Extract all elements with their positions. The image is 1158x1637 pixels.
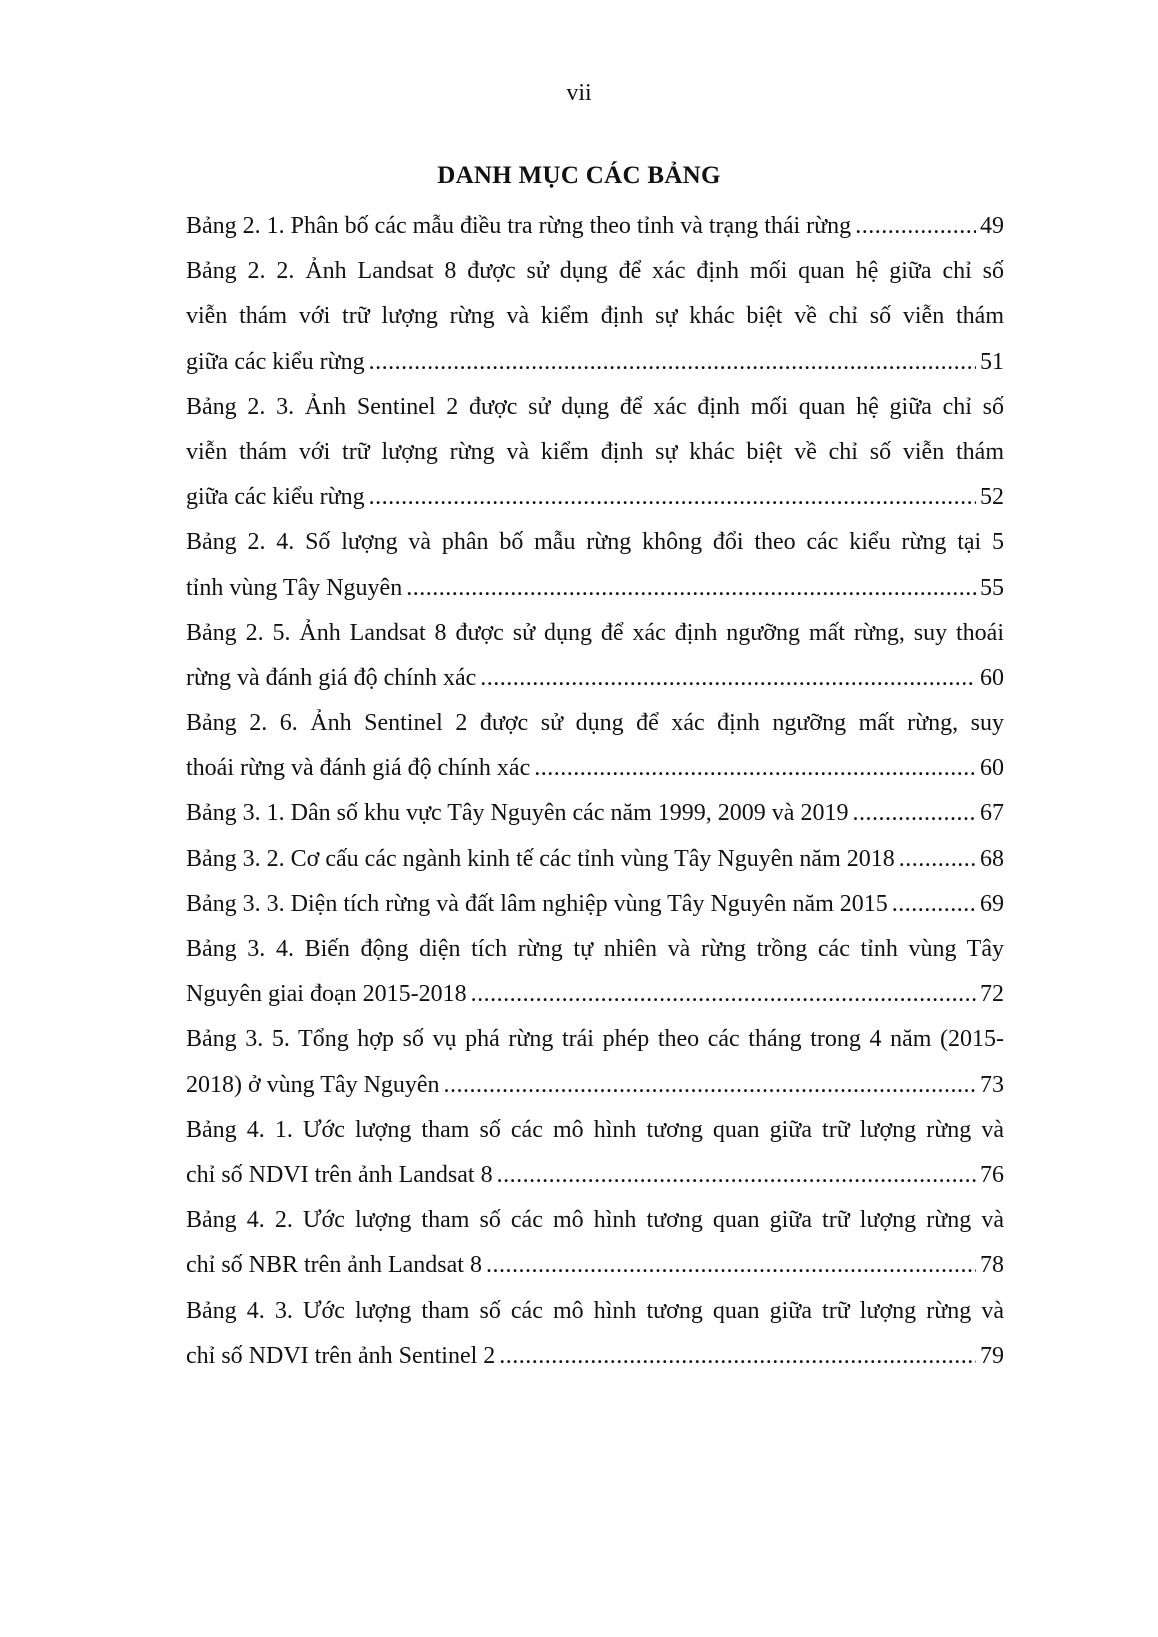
toc-entry-last-line	[186, 791, 1004, 836]
dot-leader	[480, 656, 976, 701]
toc-entry-text: thoái rừng và đánh giá độ chính xác	[186, 755, 531, 782]
toc-entry-line: Bảng 2. 4. Số lượng và phân bố mẫu rừng không đổi theo các kiểu rừng tại 5	[186, 529, 1004, 556]
toc-entry-text: Bảng 3. 2. Cơ cấu các ngành kinh tế các tỉnh vùng Tây Nguyên năm 2018	[186, 845, 895, 872]
toc-entry-text: Bảng 2. 1. Phân bố các mẫu điều tra rừng theo tỉnh và trạng thái rừng	[186, 213, 852, 239]
dot-leader	[892, 882, 976, 927]
toc-entry[interactable]	[186, 385, 1004, 521]
toc-entry-text: 2018) ở vùng Tây Nguyên	[186, 1071, 440, 1098]
toc-entry-last-line	[186, 475, 1004, 520]
dot-leader	[471, 972, 976, 1017]
toc-entry-last-line	[186, 204, 1004, 249]
toc-entry[interactable]	[186, 520, 1004, 610]
toc-entry-page-number: 68	[980, 845, 1004, 872]
toc-entry-line: Bảng 2. 2. Ảnh Landsat 8 được sử dụng để xác định mối quan hệ giữa chỉ số	[186, 258, 1004, 285]
toc-entry-line: Bảng 2. 3. Ảnh Sentinel 2 được sử dụng để xác định mối quan hệ giữa chỉ số	[186, 393, 1004, 420]
toc-entry-line: viễn thám với trữ lượng rừng và kiểm định sự khác biệt về chỉ số viễn thám	[186, 438, 1004, 465]
table-of-contents-list	[186, 204, 1004, 1379]
dot-leader	[369, 475, 976, 520]
toc-entry-text: Bảng 3. 3. Diện tích rừng và đất lâm nghiệp vùng Tây Nguyên năm 2015	[186, 890, 888, 917]
toc-entry[interactable]	[186, 791, 1004, 836]
dot-leader	[444, 1063, 976, 1108]
page-title: DANH MỤC CÁC BẢNG	[437, 162, 721, 189]
toc-entry-last-line	[186, 746, 1004, 791]
dot-leader	[499, 1334, 976, 1379]
toc-entry-page-number: 60	[980, 755, 1004, 782]
toc-entry[interactable]	[186, 1289, 1004, 1379]
dot-leader	[855, 204, 976, 249]
toc-entry-text: tỉnh vùng Tây Nguyên	[186, 574, 403, 601]
toc-entry[interactable]	[186, 927, 1004, 1017]
toc-entry-line: Bảng 4. 2. Ước lượng tham số các mô hình tương quan giữa trữ lượng rừng và	[186, 1207, 1004, 1234]
toc-entry-line: Bảng 4. 1. Ước lượng tham số các mô hình tương quan giữa trữ lượng rừng và	[186, 1116, 1004, 1143]
toc-entry-last-line	[186, 1063, 1004, 1108]
toc-entry[interactable]	[186, 837, 1004, 882]
toc-entry-page-number: 49	[980, 213, 1004, 239]
toc-entry-page-number: 78	[980, 1252, 1004, 1279]
toc-entry-page-number: 72	[980, 981, 1004, 1008]
toc-entry[interactable]	[186, 1017, 1004, 1107]
toc-entry-line: Bảng 2. 5. Ảnh Landsat 8 được sử dụng để xác định ngưỡng mất rừng, suy thoái	[186, 619, 1004, 646]
toc-entry-last-line	[186, 1153, 1004, 1198]
toc-entry-page-number: 69	[980, 890, 1004, 917]
toc-entry-text: Bảng 3. 1. Dân số khu vực Tây Nguyên các năm 1999, 2009 và 2019	[186, 800, 849, 827]
toc-entry[interactable]	[186, 701, 1004, 791]
toc-entry-text: chỉ số NBR trên ảnh Landsat 8	[186, 1252, 482, 1279]
toc-entry[interactable]	[186, 1108, 1004, 1198]
toc-entry-last-line	[186, 340, 1004, 385]
toc-entry-last-line	[186, 972, 1004, 1017]
toc-entry-text: Nguyên giai đoạn 2015-2018	[186, 981, 467, 1008]
toc-entry-line: Bảng 3. 4. Biến động diện tích rừng tự nhiên và rừng trồng các tỉnh vùng Tây	[186, 936, 1004, 962]
toc-entry-text: giữa các kiểu rừng	[186, 348, 365, 375]
toc-entry-text: chỉ số NDVI trên ảnh Sentinel 2	[186, 1342, 496, 1369]
toc-entry-page-number: 51	[980, 348, 1004, 375]
toc-entry-page-number: 52	[980, 484, 1004, 511]
dot-leader	[406, 566, 976, 611]
toc-entry-line: Bảng 4. 3. Ước lượng tham số các mô hình tương quan giữa trữ lượng rừng và	[186, 1297, 1004, 1324]
toc-entry-text: chỉ số NDVI trên ảnh Landsat 8	[186, 1161, 493, 1188]
toc-entry[interactable]	[186, 611, 1004, 701]
toc-entry-page-number: 73	[980, 1071, 1004, 1098]
toc-entry-page-number: 67	[980, 800, 1004, 827]
dot-leader	[497, 1153, 976, 1198]
toc-entry-last-line	[186, 566, 1004, 611]
dot-leader	[852, 791, 976, 836]
dot-leader	[486, 1243, 976, 1288]
toc-entry-text: giữa các kiểu rừng	[186, 484, 365, 511]
toc-entry[interactable]	[186, 204, 1004, 249]
toc-entry-last-line	[186, 656, 1004, 701]
toc-entry-last-line	[186, 1243, 1004, 1288]
toc-entry-line: viễn thám với trữ lượng rừng và kiểm định sự khác biệt về chỉ số viễn thám	[186, 303, 1004, 330]
toc-entry-page-number: 60	[980, 664, 1004, 691]
dot-leader	[534, 746, 976, 791]
toc-entry-page-number: 79	[980, 1342, 1004, 1369]
toc-entry[interactable]	[186, 1198, 1004, 1288]
toc-entry[interactable]	[186, 249, 1004, 385]
dot-leader	[899, 837, 976, 882]
toc-entry-last-line	[186, 1334, 1004, 1379]
toc-entry-page-number: 76	[980, 1161, 1004, 1188]
toc-entry-last-line	[186, 882, 1004, 927]
toc-entry-last-line	[186, 837, 1004, 882]
toc-entry-page-number: 55	[980, 574, 1004, 601]
toc-entry[interactable]	[186, 882, 1004, 927]
dot-leader	[369, 340, 976, 385]
toc-entry-line: Bảng 3. 5. Tổng hợp số vụ phá rừng trái phép theo các tháng trong 4 năm (2015-	[186, 1026, 1004, 1053]
toc-entry-text: rừng và đánh giá độ chính xác	[186, 664, 477, 691]
page-number: vii	[566, 80, 592, 106]
toc-entry-line: Bảng 2. 6. Ảnh Sentinel 2 được sử dụng để xác định ngưỡng mất rừng, suy	[186, 710, 1004, 737]
